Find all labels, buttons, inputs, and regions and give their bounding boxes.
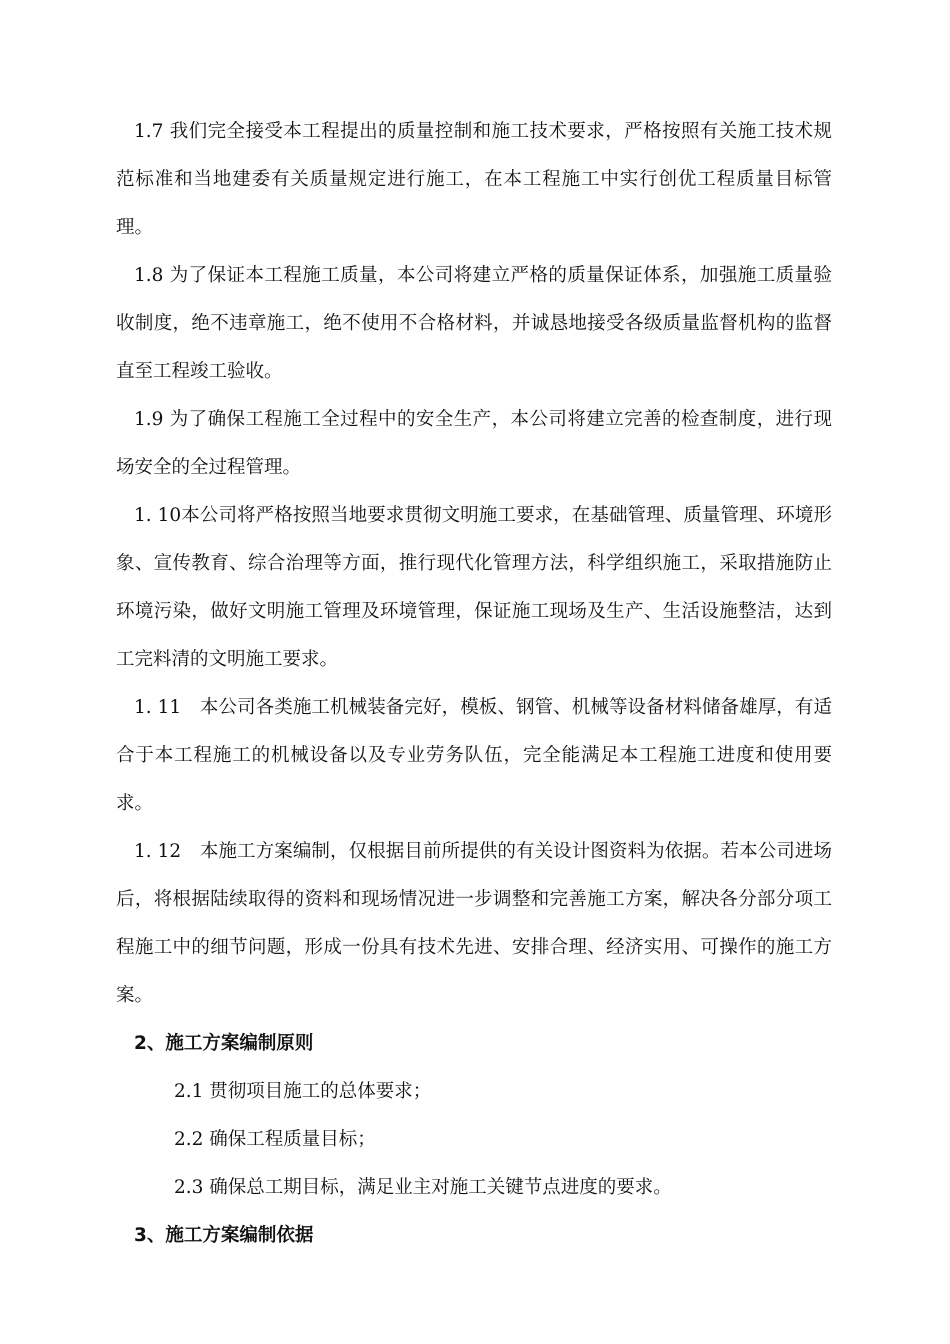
section-3-heading: 3、施工方案编制依据 [134, 1225, 314, 1246]
paragraph-1-10: 1. 10本公司将严格按照当地要求贯彻文明施工要求，在基础管理、质量管理、环境形象、宣传教育、综合治理等方面，推行现代化管理方法，科学组织施工，采取措施防止环境污染，做好文明施工管理及环境管理，保证施工现场及生产、生活设施整洁，达到工完料清的文明施工要求。 [116, 505, 832, 670]
paragraph-1-8: 1.8 为了保证本工程施工质量，本公司将建立严格的质量保证体系，加强施工质量验收制度，绝不违章施工，绝不使用不合格材料，并诚恳地接受各级质量监督机构的监督直至工程竣工验收。 [116, 265, 832, 382]
section-2-item-2: 2.2 确保工程质量目标； [174, 1129, 376, 1150]
paragraph-1-7: 1.7 我们完全接受本工程提出的质量控制和施工技术要求，严格按照有关施工技术规范标准和当地建委有关质量规定进行施工，在本工程施工中实行创优工程质量目标管理。 [116, 121, 832, 238]
paragraph-1-12: 1. 12 本施工方案编制，仅根据目前所提供的有关设计图资料为依据。若本公司进场后，将根据陆续取得的资料和现场情况进一步调整和完善施工方案，解决各分部分项工程施工中的细节问题，形成一份具有技术先进、安排合理、经济实用、可操作的施工方案。 [116, 841, 832, 1006]
paragraph-1-9: 1.9 为了确保工程施工全过程中的安全生产，本公司将建立完善的检查制度，进行现场安全的全过程管理。 [116, 409, 832, 478]
section-2-item-1: 2.1 贯彻项目施工的总体要求； [174, 1081, 432, 1102]
section-2-heading: 2、施工方案编制原则 [134, 1033, 314, 1054]
section-2-item-3: 2.3 确保总工期目标，满足业主对施工关键节点进度的要求。 [174, 1177, 672, 1198]
paragraph-1-11: 1. 11 本公司各类施工机械装备完好，模板、钢管、机械等设备材料储备雄厚，有适合于本工程施工的机械设备以及专业劳务队伍，完全能满足本工程施工进度和使用要求。 [116, 697, 832, 814]
